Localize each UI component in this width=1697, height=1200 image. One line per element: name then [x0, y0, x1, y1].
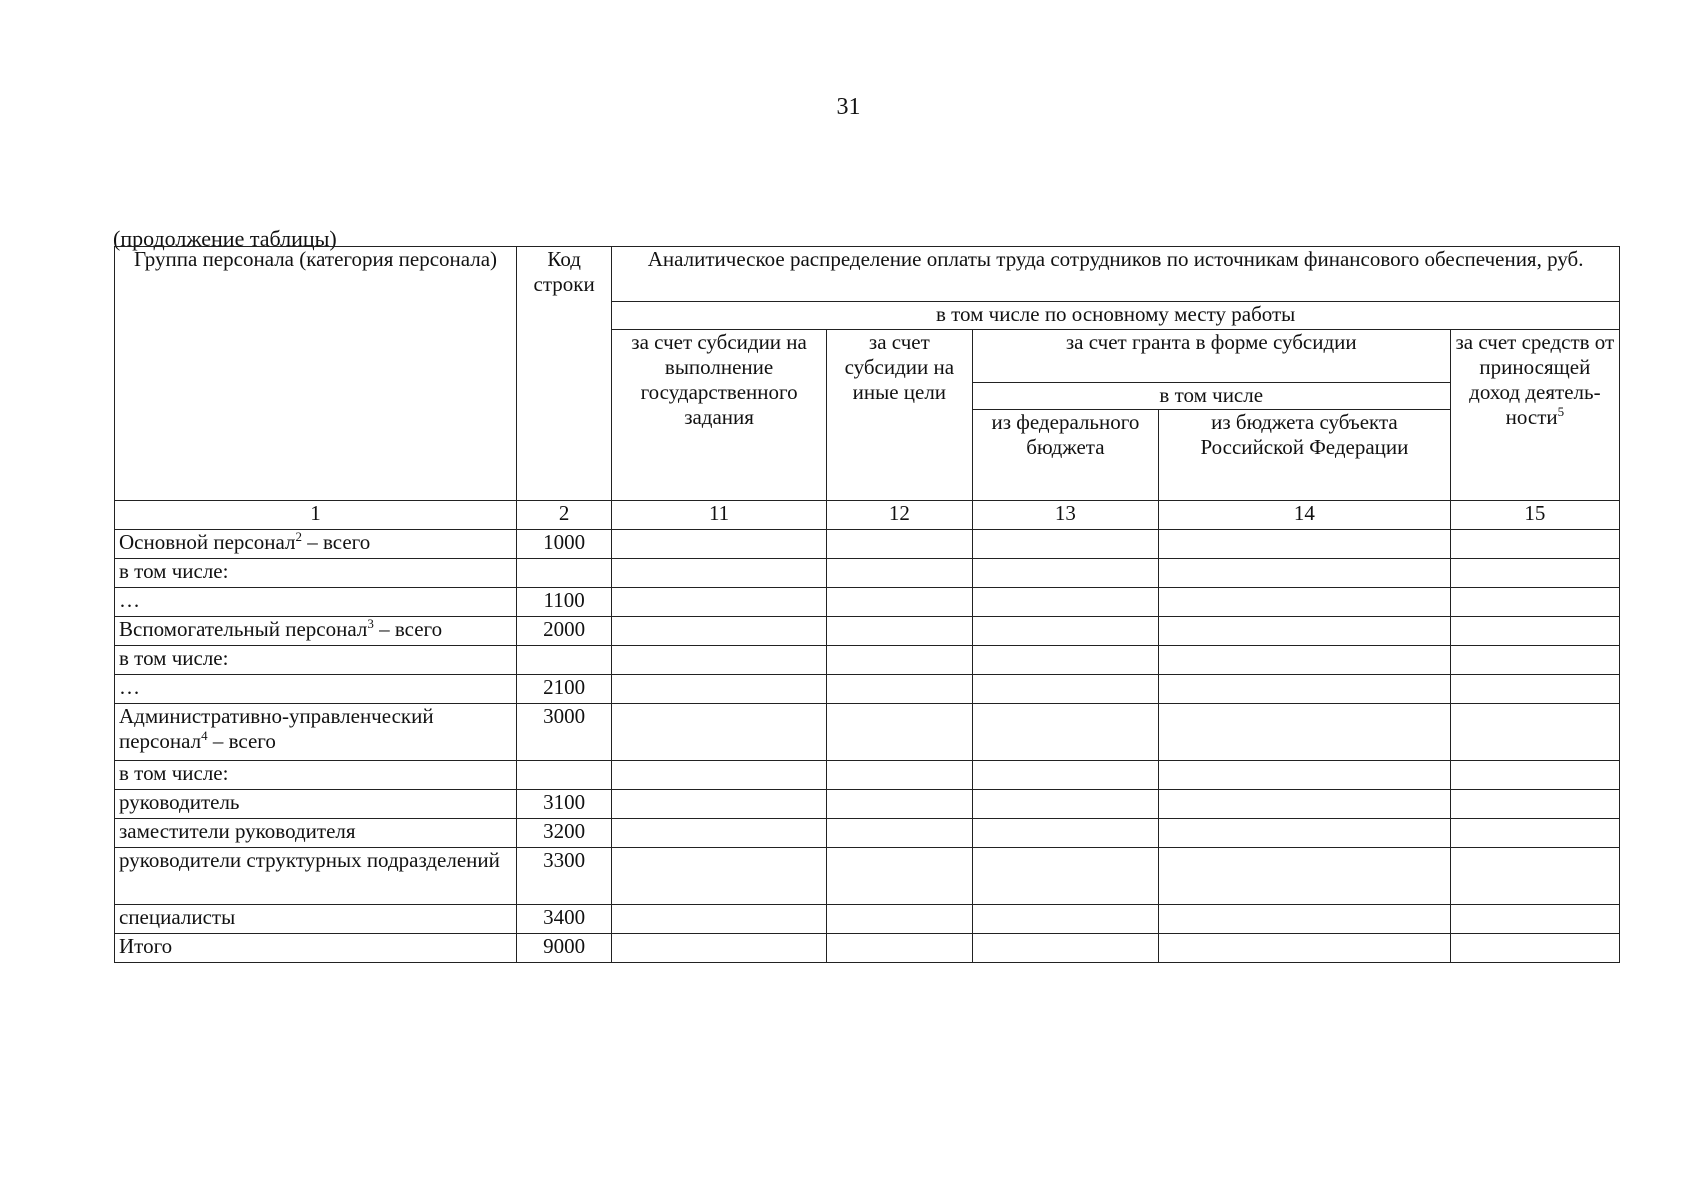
- value-cell: [972, 934, 1158, 963]
- value-cell: [826, 848, 972, 905]
- row-name: …: [119, 588, 140, 612]
- table-row: [115, 617, 1620, 646]
- row-name-cell: [115, 934, 517, 963]
- table-continuation-caption: (продолжение таблицы): [113, 226, 337, 251]
- table-row: [115, 848, 1620, 905]
- value-cell: [1450, 704, 1619, 761]
- row-code: 2000: [517, 617, 612, 646]
- value-cell: [826, 617, 972, 646]
- value-cell: [1159, 617, 1451, 646]
- row-code: 3300: [517, 848, 612, 905]
- value-cell: [612, 934, 827, 963]
- table-row: [115, 588, 1620, 617]
- header-main-place: в том числе по основному месту работы: [612, 302, 1620, 330]
- header-including: в том числе: [972, 383, 1450, 410]
- value-cell: [612, 848, 827, 905]
- row-code: 3200: [517, 819, 612, 848]
- value-cell: [972, 905, 1158, 934]
- table-row: [115, 704, 1620, 761]
- row-name-cell: [115, 617, 517, 646]
- value-cell: [1159, 704, 1451, 761]
- header-analytic: Аналитическое распределение оплаты труда сотрудников по источникам финансового обеспечения, руб.: [612, 247, 1620, 302]
- value-cell: [1159, 761, 1451, 790]
- value-cell: [972, 617, 1158, 646]
- value-cell: [1159, 790, 1451, 819]
- row-footnote: 2: [295, 529, 302, 544]
- row-name: в том числе:: [119, 559, 229, 583]
- row-code: 3000: [517, 704, 612, 761]
- value-cell: [1159, 646, 1451, 675]
- value-cell: [826, 905, 972, 934]
- row-name: …: [119, 675, 140, 699]
- column-number-row: [115, 501, 1620, 530]
- header-subsidy-other: за счет субсидии на иные цели: [826, 330, 972, 501]
- column-number: 12: [826, 501, 972, 530]
- value-cell: [1450, 790, 1619, 819]
- column-number: 2: [517, 501, 612, 530]
- header-regional: из бюджета субъекта Российской Федерации: [1159, 410, 1451, 501]
- value-cell: [1450, 559, 1619, 588]
- value-cell: [1159, 559, 1451, 588]
- row-code: 2100: [517, 675, 612, 704]
- column-number: 11: [612, 501, 827, 530]
- row-footnote: 4: [201, 728, 208, 743]
- row-name: Основной персонал: [119, 530, 296, 554]
- value-cell: [612, 530, 827, 559]
- value-cell: [612, 646, 827, 675]
- value-cell: [1450, 761, 1619, 790]
- value-cell: [1450, 819, 1619, 848]
- staff-pay-table: [114, 246, 1620, 963]
- row-code: 3400: [517, 905, 612, 934]
- row-name-cell: [115, 761, 517, 790]
- value-cell: [972, 646, 1158, 675]
- value-cell: [826, 790, 972, 819]
- row-code: [517, 761, 612, 790]
- page-number: 31: [836, 94, 861, 120]
- value-cell: [1159, 588, 1451, 617]
- row-name: в том числе:: [119, 646, 229, 670]
- value-cell: [1159, 675, 1451, 704]
- value-cell: [972, 761, 1158, 790]
- row-name: специалисты: [119, 905, 236, 929]
- value-cell: [612, 588, 827, 617]
- value-cell: [612, 559, 827, 588]
- value-cell: [1450, 675, 1619, 704]
- table-row: [115, 934, 1620, 963]
- value-cell: [972, 675, 1158, 704]
- header-subsidy-task: за счет субсидии на выполнение государственного задания: [612, 330, 827, 501]
- value-cell: [972, 559, 1158, 588]
- value-cell: [826, 819, 972, 848]
- value-cell: [1159, 905, 1451, 934]
- value-cell: [826, 530, 972, 559]
- value-cell: [826, 934, 972, 963]
- value-cell: [1450, 646, 1619, 675]
- value-cell: [972, 588, 1158, 617]
- row-name: руководители структурных подразделений: [119, 848, 500, 872]
- row-code: 1100: [517, 588, 612, 617]
- table-row: [115, 905, 1620, 934]
- row-name-cell: [115, 905, 517, 934]
- value-cell: [612, 704, 827, 761]
- row-code: 9000: [517, 934, 612, 963]
- table-body: [115, 501, 1620, 963]
- table-row: [115, 790, 1620, 819]
- value-cell: [612, 819, 827, 848]
- value-cell: [972, 848, 1158, 905]
- row-name-cell: [115, 530, 517, 559]
- value-cell: [612, 761, 827, 790]
- row-name: заместители руководителя: [119, 819, 356, 843]
- value-cell: [826, 675, 972, 704]
- value-cell: [972, 819, 1158, 848]
- column-number: 15: [1450, 501, 1619, 530]
- value-cell: [972, 530, 1158, 559]
- header-code: Код строки: [517, 247, 612, 501]
- value-cell: [826, 559, 972, 588]
- value-cell: [1450, 848, 1619, 905]
- value-cell: [1159, 848, 1451, 905]
- header-income-text: за счет средств от приносящей доход деятель-ности: [1455, 330, 1615, 429]
- value-cell: [612, 675, 827, 704]
- value-cell: [826, 704, 972, 761]
- row-name-cell: [115, 559, 517, 588]
- value-cell: [1450, 934, 1619, 963]
- table-row: [115, 819, 1620, 848]
- row-name-cell: [115, 675, 517, 704]
- row-name: Итого: [119, 934, 173, 958]
- value-cell: [972, 790, 1158, 819]
- row-code: 3100: [517, 790, 612, 819]
- value-cell: [1450, 588, 1619, 617]
- row-name: Административно-управленческий персонал: [119, 704, 434, 753]
- row-name: в том числе:: [119, 761, 229, 785]
- value-cell: [972, 704, 1158, 761]
- value-cell: [1450, 617, 1619, 646]
- row-code: 1000: [517, 530, 612, 559]
- header-income-footnote: 5: [1557, 404, 1565, 419]
- row-name-cell: [115, 588, 517, 617]
- row-name: руководитель: [119, 790, 240, 814]
- header-federal: из федерального бюджета: [972, 410, 1158, 501]
- row-name-cell: [115, 819, 517, 848]
- value-cell: [826, 588, 972, 617]
- value-cell: [612, 790, 827, 819]
- value-cell: [612, 617, 827, 646]
- header-group: Группа персонала (категория персонала): [115, 247, 517, 501]
- table-row: [115, 530, 1620, 559]
- value-cell: [1159, 530, 1451, 559]
- row-code: [517, 559, 612, 588]
- row-name-cell: [115, 646, 517, 675]
- value-cell: [1159, 819, 1451, 848]
- row-name-suffix: – всего: [373, 617, 443, 641]
- value-cell: [826, 761, 972, 790]
- header-income: [1450, 330, 1619, 501]
- header-grant: за счет гранта в форме субсидии: [972, 330, 1450, 383]
- table-row: [115, 646, 1620, 675]
- column-number: 14: [1159, 501, 1451, 530]
- row-code: [517, 646, 612, 675]
- value-cell: [826, 646, 972, 675]
- value-cell: [612, 905, 827, 934]
- row-name: Вспомогательный персонал: [119, 617, 368, 641]
- row-name-suffix: – всего: [301, 530, 371, 554]
- value-cell: [1450, 530, 1619, 559]
- row-footnote: 3: [367, 616, 374, 631]
- table-row: [115, 761, 1620, 790]
- row-name-cell: [115, 848, 517, 905]
- row-name-cell: [115, 790, 517, 819]
- table-row: [115, 675, 1620, 704]
- table-row: [115, 559, 1620, 588]
- column-number: 13: [972, 501, 1158, 530]
- value-cell: [1450, 905, 1619, 934]
- column-number: 1: [115, 501, 517, 530]
- row-name-suffix: – всего: [207, 729, 276, 753]
- row-name-cell: [115, 704, 517, 761]
- value-cell: [1159, 934, 1451, 963]
